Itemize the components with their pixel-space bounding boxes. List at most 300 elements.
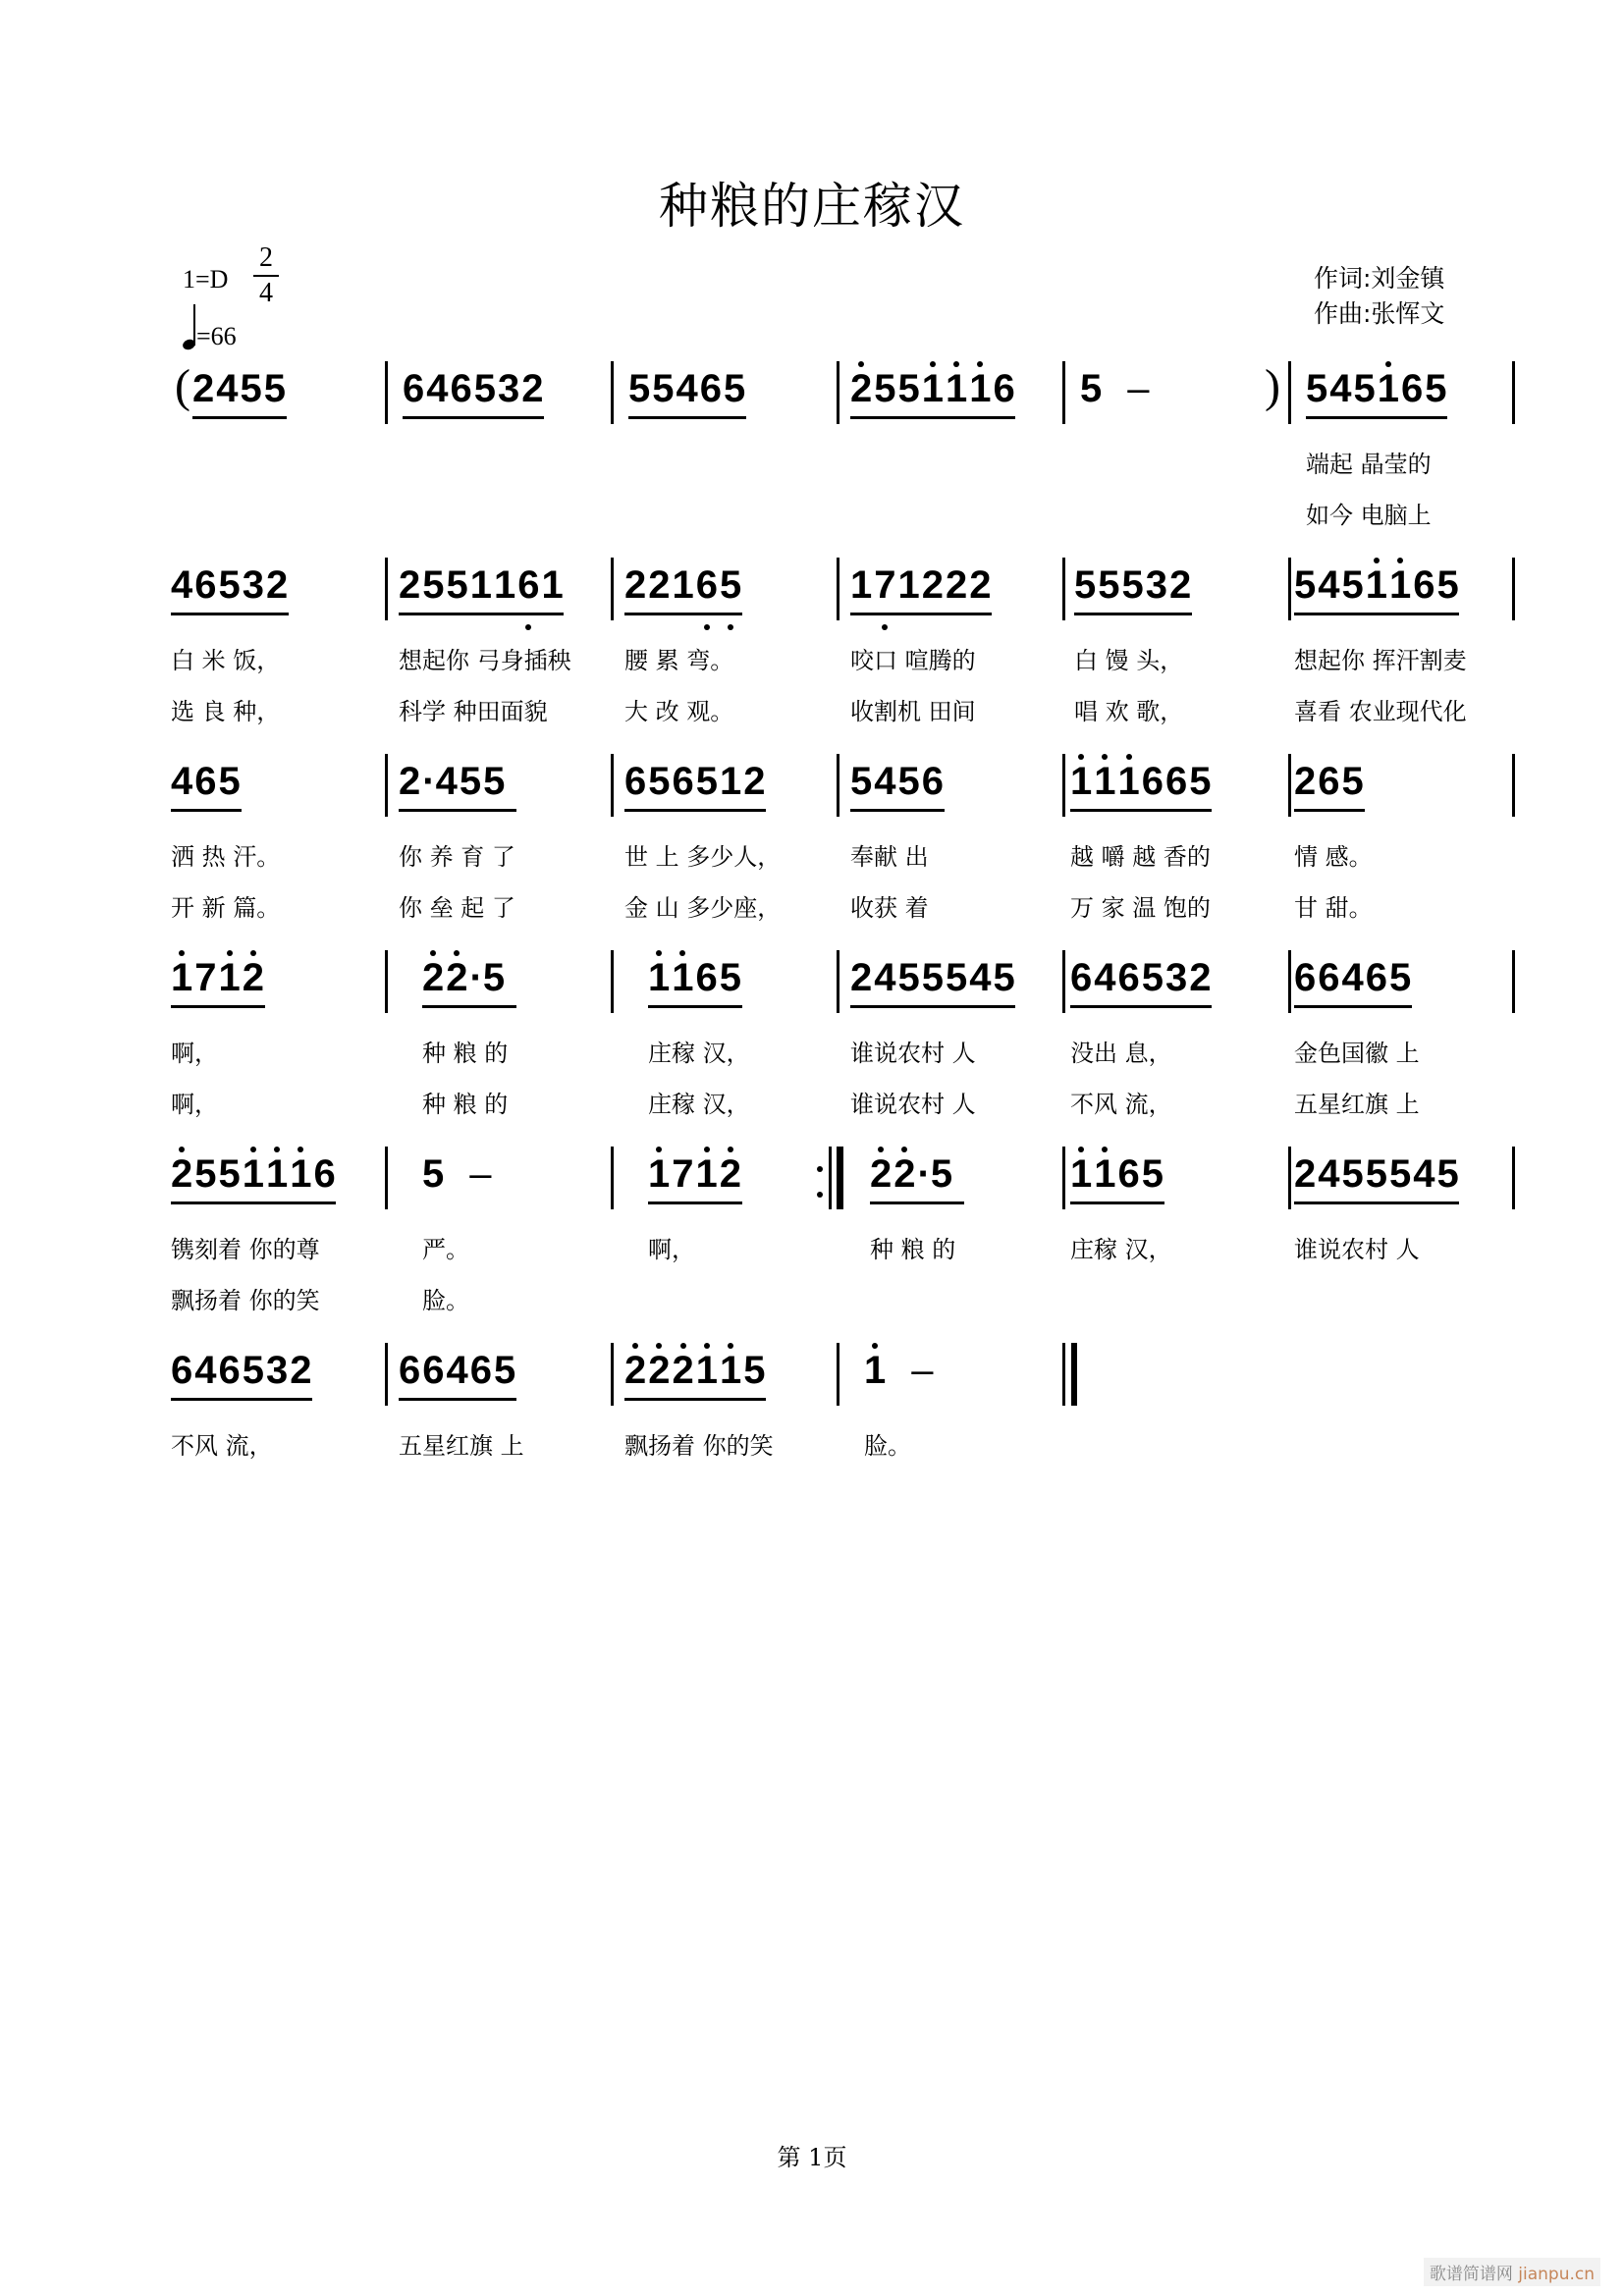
note: 6: [194, 760, 217, 803]
note: 6: [921, 760, 944, 803]
note: 5: [482, 956, 506, 999]
octave-high-dot: [1374, 558, 1380, 563]
note: 2: [422, 954, 444, 1001]
note: 2: [1294, 760, 1317, 803]
note: 5: [897, 760, 920, 803]
beam-underline: [648, 1005, 742, 1008]
note: 5: [850, 760, 873, 803]
note: 5: [240, 367, 262, 410]
note: 5: [494, 1349, 516, 1392]
time-signature-line: [253, 275, 279, 277]
measure: [192, 365, 288, 454]
note: 5: [218, 760, 241, 803]
barline: [1062, 361, 1065, 424]
note: 5: [743, 1349, 766, 1392]
note: 6: [399, 1349, 421, 1392]
watermark: [1424, 2258, 1600, 2286]
lyric-verse-1: 庄稼 汉，: [648, 1040, 750, 1067]
beam-underline: [171, 809, 242, 812]
note: 1: [969, 365, 991, 412]
octave-high-dot: [1102, 754, 1108, 760]
note: 6: [1141, 760, 1164, 803]
barline: [385, 754, 388, 817]
lyric-verse-1: 白 米 饭，: [171, 647, 281, 674]
measure: [1070, 758, 1214, 846]
sustain-dash: –: [911, 1349, 934, 1392]
lyric-verse-1: 金色国徽 上: [1294, 1040, 1420, 1067]
time-signature-bottom: 4: [259, 278, 273, 308]
note: 4: [874, 956, 896, 999]
barline: [385, 1147, 388, 1209]
octave-high-dot: [430, 950, 436, 956]
barline: [837, 558, 839, 620]
barline: [1062, 950, 1065, 1013]
beam-underline: [399, 1398, 516, 1401]
measure: [1294, 954, 1413, 1042]
beam-underline: [1294, 809, 1365, 812]
measure: [1070, 1150, 1165, 1239]
octave-high-dot: [274, 1147, 280, 1152]
lyric-verse-2: 喜看 农业现代化: [1294, 698, 1467, 725]
barline: [1288, 1147, 1291, 1209]
note: 4: [426, 367, 449, 410]
beam-underline: [850, 416, 1015, 419]
beam-underline: [399, 613, 564, 615]
octave-high-dot: [1102, 1147, 1108, 1152]
octave-high-dot: [1397, 558, 1403, 563]
note: 2: [743, 760, 766, 803]
lyric-verse-1: 严。: [422, 1236, 469, 1263]
lyric-verse-1: 种 粮 的: [422, 1040, 509, 1067]
note: 1: [864, 1347, 886, 1394]
intro-close-paren: ): [1265, 360, 1280, 412]
barline: [385, 1343, 388, 1406]
lyric-verse-1: 不风 流，: [171, 1432, 273, 1460]
note: 1: [243, 1150, 264, 1198]
note: 5: [1365, 1152, 1387, 1196]
note: 2: [969, 563, 992, 607]
note: 1: [1378, 365, 1399, 412]
note: 6: [699, 367, 722, 410]
lyric-verse-1: 啊，: [648, 1236, 695, 1263]
note: 7: [194, 956, 217, 999]
time-signature-top: 2: [259, 242, 273, 273]
lyric-verse-2: 金 山 多少座，: [624, 894, 782, 922]
octave-low-dot: [728, 624, 733, 630]
lyric-verse-2: 你 垒 起 了: [399, 894, 515, 922]
barline: [1062, 558, 1065, 620]
note: 2: [192, 367, 215, 410]
note: 2: [893, 1150, 915, 1198]
measure: [624, 1347, 768, 1435]
octave-high-dot: [728, 1343, 733, 1349]
note: 2: [243, 954, 264, 1001]
note: 1: [1094, 758, 1115, 805]
note: 6: [1294, 956, 1317, 999]
note: 5: [1425, 367, 1447, 410]
octave-high-dot: [680, 1343, 686, 1349]
note: 4: [435, 760, 458, 803]
note: 5: [422, 563, 445, 607]
measure: [1294, 758, 1366, 846]
measure: [1306, 365, 1449, 454]
lyric-verse-2: 大 改 观。: [624, 698, 734, 725]
barline: [1288, 950, 1291, 1013]
note: 2: [1294, 1152, 1317, 1196]
octave-high-dot: [179, 1147, 185, 1152]
note: 1: [850, 563, 873, 607]
beam-underline: [1070, 809, 1212, 812]
note: 4: [1094, 956, 1116, 999]
note: 1: [672, 563, 694, 607]
note: 1: [1389, 561, 1411, 609]
barline: [385, 950, 388, 1013]
note: 5: [263, 367, 286, 410]
note: 3: [242, 563, 264, 607]
note: 1: [672, 954, 693, 1001]
barline: [611, 558, 614, 620]
quarter-note-icon: [183, 326, 196, 351]
beam-underline: [192, 416, 287, 419]
note: 1: [648, 1150, 670, 1198]
note: 1: [648, 954, 670, 1001]
note: 5: [1353, 367, 1376, 410]
octave-high-dot: [179, 950, 185, 956]
note: 5: [218, 563, 241, 607]
note: 5: [1141, 1152, 1164, 1196]
note: 1: [469, 563, 492, 607]
octave-high-dot: [858, 361, 864, 367]
lyric-verse-1: 谁说农村 人: [1294, 1236, 1420, 1263]
barline: [611, 950, 614, 1013]
note: 3: [1145, 563, 1167, 607]
beam-underline: [628, 416, 746, 419]
lyric-verse-2: 五星红旗 上: [1294, 1091, 1420, 1118]
measure: [850, 561, 994, 650]
measure: [850, 758, 946, 846]
note: 5: [242, 1349, 264, 1392]
octave-high-dot: [953, 361, 959, 367]
octave-high-dot: [656, 1343, 662, 1349]
octave-high-dot: [1078, 754, 1084, 760]
sustain-dash: –: [1127, 367, 1150, 410]
barline: [1512, 558, 1515, 620]
measure: [1074, 561, 1193, 650]
barline: [837, 950, 839, 1013]
octave-high-dot: [632, 1343, 638, 1349]
lyric-verse-1: 庄稼 汉，: [1070, 1236, 1172, 1263]
note: 5: [446, 563, 468, 607]
lyric-verse-1: 脸。: [864, 1432, 911, 1460]
notation-row: [0, 954, 1624, 1118]
octave-high-dot: [977, 361, 983, 367]
lyric-verse-2: 如今 电脑上: [1306, 502, 1432, 529]
measure: [648, 954, 743, 1042]
note: 5: [695, 760, 718, 803]
note: 1: [696, 1150, 718, 1198]
note: 5: [874, 367, 896, 410]
note: 2: [648, 563, 671, 607]
note: 2: [946, 563, 968, 607]
octave-high-dot: [1126, 754, 1132, 760]
octave-high-dot: [656, 1147, 662, 1152]
note: 6: [422, 1349, 445, 1392]
note: 1: [897, 563, 920, 607]
octave-low-dot: [525, 624, 531, 630]
lyric-verse-1: 洒 热 汗。: [171, 843, 281, 871]
tempo-value: =66: [196, 322, 237, 350]
lyricist-credit: 作词:刘金镇: [1314, 264, 1445, 293]
note: 2: [1189, 956, 1212, 999]
note: 1: [494, 563, 516, 607]
lyric-verse-2: 啊，: [171, 1091, 218, 1118]
note: 2: [1169, 563, 1192, 607]
measure: [422, 1150, 492, 1239]
note: 5: [218, 1152, 241, 1196]
beam-underline: [171, 1201, 336, 1204]
note: 2: [171, 1150, 192, 1198]
note: 5: [652, 367, 675, 410]
lyric-verse-2: 种 粮 的: [422, 1091, 509, 1118]
lyric-verse-1: 想起你 弓身插秧: [399, 647, 571, 674]
barline: [1062, 754, 1065, 817]
octave-high-dot: [704, 1343, 710, 1349]
lyric-verse-2: 唱 欢 歌，: [1074, 698, 1184, 725]
note: 6: [993, 367, 1015, 410]
note: 6: [695, 956, 718, 999]
note: 6: [624, 760, 647, 803]
notation-row: [0, 758, 1624, 922]
note: 6: [517, 561, 539, 609]
lyric-verse-1: 五星红旗 上: [399, 1432, 524, 1460]
note: 6: [171, 1349, 193, 1392]
key-signature: 1=D: [183, 265, 229, 294]
lyric-verse-1: 情 感。: [1294, 843, 1373, 871]
note: 2: [870, 1150, 892, 1198]
note: 4: [171, 760, 193, 803]
measure: [422, 954, 507, 1042]
note: 4: [874, 760, 896, 803]
note: 2: [266, 563, 289, 607]
barline: [1288, 558, 1291, 620]
lyric-verse-1: 奉献 出: [850, 843, 929, 871]
beam-underline: [850, 613, 992, 615]
octave-high-dot: [250, 950, 256, 956]
sustain-dash: –: [469, 1152, 492, 1196]
measure: [628, 365, 747, 454]
lyric-verse-2: 选 良 种，: [171, 698, 281, 725]
note: 5: [483, 760, 506, 803]
lyric-verse-2: 甘 甜。: [1294, 894, 1373, 922]
barline: [837, 1147, 839, 1209]
composer-credit: 作曲:张恽文: [1314, 299, 1445, 328]
beam-underline: [850, 1005, 1015, 1008]
beam-underline: [624, 613, 742, 615]
lyric-verse-1: 飘扬着 你的笑: [624, 1432, 774, 1460]
note: 5: [473, 367, 496, 410]
octave-high-dot: [901, 1147, 907, 1152]
note: 1: [696, 1347, 718, 1394]
barline: [1512, 361, 1515, 424]
barline: [385, 361, 388, 424]
beam-underline: [1070, 1201, 1164, 1204]
lyric-verse-2: 脸。: [422, 1287, 469, 1314]
note: 6: [672, 760, 694, 803]
note: 1: [1118, 758, 1140, 805]
octave-high-dot: [704, 1147, 710, 1152]
note: 6: [1318, 956, 1340, 999]
note: 6: [450, 367, 472, 410]
note: 5: [1080, 367, 1103, 410]
note: 4: [171, 563, 193, 607]
note: 5: [724, 367, 746, 410]
note: 5: [1074, 563, 1097, 607]
note: 2: [399, 760, 421, 803]
beam-underline: [1074, 613, 1192, 615]
note: 5: [1306, 367, 1328, 410]
barline: [1512, 1147, 1515, 1209]
note: 6: [1413, 563, 1435, 607]
note: 5: [921, 956, 944, 999]
measure: [1294, 561, 1461, 650]
page-number: 第 1页: [777, 2144, 847, 2171]
beam-underline: [1070, 1005, 1212, 1008]
note: 6: [403, 367, 425, 410]
lyric-verse-2: 收获 着: [850, 894, 929, 922]
beam-underline: [1294, 613, 1459, 615]
lyric-verse-1: 想起你 挥汗割麦: [1294, 647, 1467, 674]
measure: [171, 1150, 338, 1239]
note: 4: [194, 1349, 217, 1392]
intro-open-paren: (: [175, 360, 190, 412]
octave-high-dot: [656, 950, 662, 956]
note: 5: [1341, 760, 1364, 803]
note: 1: [946, 365, 967, 412]
lyric-verse-1: 没出 息，: [1070, 1040, 1172, 1067]
note: 2: [921, 563, 944, 607]
note: 5: [1341, 1152, 1364, 1196]
note: 6: [194, 563, 217, 607]
measure: [850, 365, 1017, 454]
note: 1: [1070, 758, 1092, 805]
beam-underline: [870, 1201, 964, 1204]
beam-underline: [624, 809, 766, 812]
measure: [864, 1347, 934, 1435]
note: 5: [648, 760, 671, 803]
octave-high-dot: [1078, 1147, 1084, 1152]
barline: [837, 361, 839, 424]
octave-high-dot: [872, 1343, 878, 1349]
octave-high-dot: [930, 361, 936, 367]
note: 4: [1413, 1152, 1435, 1196]
note: 5: [1141, 956, 1164, 999]
measure: [1080, 365, 1150, 454]
watermark-en: jianpu.cn: [1518, 2265, 1595, 2284]
beam-underline: [422, 1005, 516, 1008]
measure: [1294, 1150, 1461, 1239]
beam-underline: [171, 613, 289, 615]
note: 5: [993, 956, 1015, 999]
lyric-verse-1: 世 上 多少人，: [624, 843, 782, 871]
note: 2: [648, 1347, 670, 1394]
note: 5: [1341, 563, 1364, 607]
lyric-verse-1: 镌刻着 你的尊: [171, 1236, 320, 1263]
note: 5: [897, 956, 920, 999]
octave-low-dot: [882, 624, 888, 630]
note: 5: [1294, 563, 1317, 607]
note: 6: [1318, 760, 1340, 803]
note: 2: [399, 563, 421, 607]
lyric-verse-1: 白 馒 头，: [1074, 647, 1184, 674]
lyric-verse-2: 庄稼 汉，: [648, 1091, 750, 1118]
note: 5: [897, 367, 920, 410]
barline: [837, 1343, 839, 1406]
note: 6: [1365, 956, 1387, 999]
measure: [171, 758, 243, 846]
measure: [171, 954, 266, 1042]
barline: [1512, 950, 1515, 1013]
note: 4: [446, 1349, 468, 1392]
beam-underline: [403, 416, 544, 419]
note: 5: [1189, 760, 1212, 803]
octave-high-dot: [679, 950, 685, 956]
lyric-verse-2: 开 新 篇。: [171, 894, 281, 922]
beam-underline: [1294, 1201, 1459, 1204]
measure: [648, 1150, 743, 1239]
note: 4: [1329, 367, 1352, 410]
note: 1: [266, 1150, 288, 1198]
beam-underline: [648, 1201, 742, 1204]
barline: [385, 558, 388, 620]
note: 6: [1117, 1152, 1140, 1196]
note: 2: [521, 367, 544, 410]
measure: [399, 1347, 517, 1435]
octave-high-dot: [250, 1147, 256, 1152]
tempo-marking: [183, 322, 237, 351]
lyric-verse-2: 万 家 温 饱的: [1070, 894, 1211, 922]
octave-high-dot: [878, 1147, 884, 1152]
note: 2: [446, 954, 467, 1001]
beam-underline: [1294, 1005, 1412, 1008]
measure: [403, 365, 546, 454]
lyric-verse-1: 咬口 喧腾的: [850, 647, 976, 674]
beam-underline: [171, 1398, 312, 1401]
note: 3: [498, 367, 520, 410]
measure: [624, 758, 768, 846]
octave-high-dot: [1385, 361, 1391, 367]
octave-high-dot: [227, 950, 233, 956]
note: 7: [672, 1152, 694, 1196]
lyric-verse-1: 你 养 育 了: [399, 843, 515, 871]
octave-high-dot: [728, 1147, 733, 1152]
note: 4: [1341, 956, 1364, 999]
note: 6: [469, 1349, 492, 1392]
note: 6: [696, 561, 718, 609]
time-signature: [253, 243, 279, 308]
lyric-verse-1: 端起 晶莹的: [1306, 451, 1432, 478]
measure: [399, 561, 566, 650]
note: 4: [1318, 1152, 1340, 1196]
note: 1: [1070, 1150, 1092, 1198]
dot-mark: ·: [469, 956, 483, 999]
note: 3: [1165, 956, 1188, 999]
note: 6: [218, 1349, 241, 1392]
note: 6: [313, 1152, 336, 1196]
notation-row: [0, 360, 1624, 529]
note: 5: [946, 956, 968, 999]
note: 1: [1366, 561, 1387, 609]
octave-high-dot: [454, 950, 460, 956]
